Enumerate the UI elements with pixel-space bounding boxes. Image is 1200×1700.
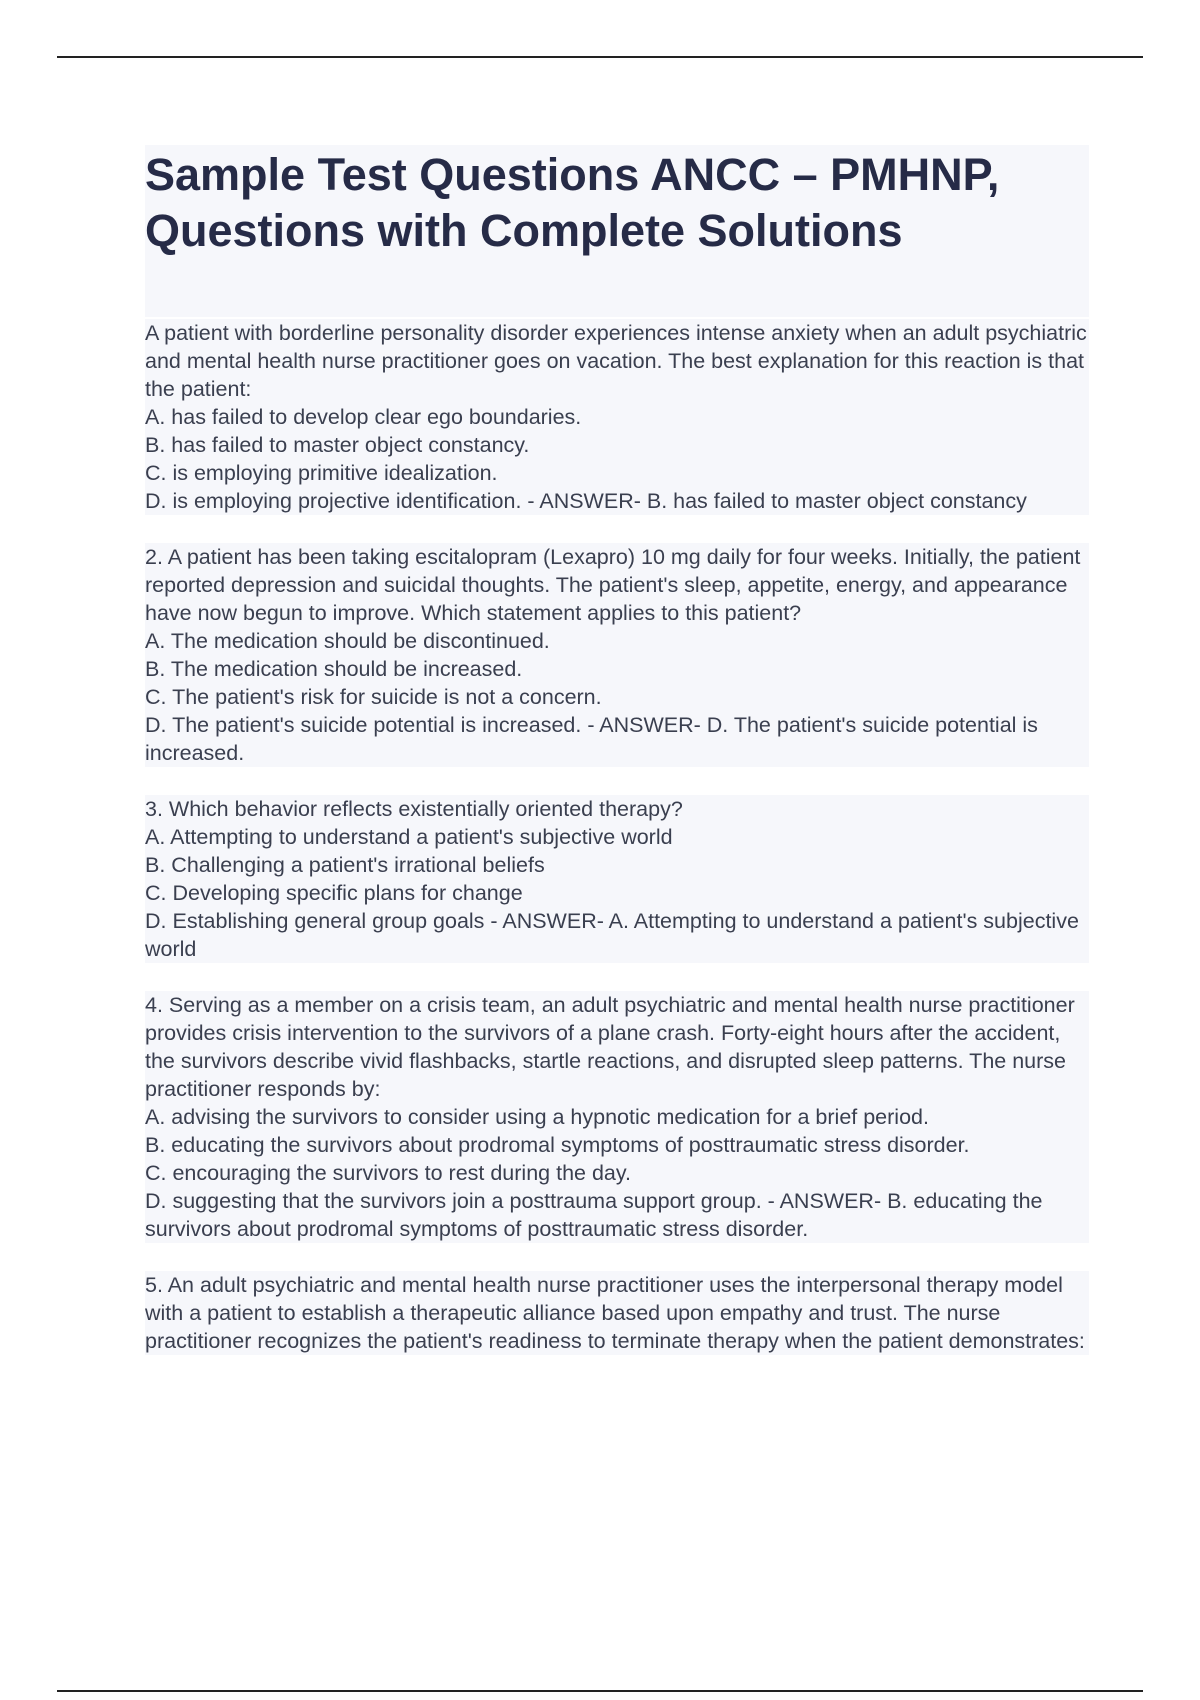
question-stem: 3. Which behavior reflects existentially oriented therapy? <box>145 795 1089 823</box>
document-body <box>145 145 1089 1383</box>
question-stem: 4. Serving as a member on a crisis team, an adult psychiatric and mental health nurse practitioner provides crisis intervention to the survivors of a plane crash. Forty-eight hours after the accident, the survivors describe vivid flashbacks, startle reactions, and disrupted sleep patterns. The nurse practitioner responds by: <box>145 991 1089 1103</box>
answer-option-b: B. Challenging a patient's irrational beliefs <box>145 851 1089 879</box>
answer-option-d: D. suggesting that the survivors join a posttrauma support group. - ANSWER- B. educating the survivors about prodromal symptoms of posttraumatic stress disorder. <box>145 1187 1089 1243</box>
title-block <box>145 145 1089 317</box>
answer-option-d: D. The patient's suicide potential is increased. - ANSWER- D. The patient's suicide potential is increased. <box>145 711 1089 767</box>
answer-option-a: A. has failed to develop clear ego boundaries. <box>145 403 1089 431</box>
question-stem: 2. A patient has been taking escitalopram (Lexapro) 10 mg daily for four weeks. Initially, the patient reported depression and suicidal thoughts. The patient's sleep, appetite, energy, and appearance have now begun to improve. Which statement applies to this patient? <box>145 543 1089 627</box>
bottom-rule <box>57 1690 1143 1692</box>
question-3 <box>145 795 1089 963</box>
question-4 <box>145 991 1089 1243</box>
answer-option-c: C. encouraging the survivors to rest during the day. <box>145 1159 1089 1187</box>
question-stem: A patient with borderline personality disorder experiences intense anxiety when an adult psychiatric and mental health nurse practitioner goes on vacation. The best explanation for this reaction is that the patient: <box>145 319 1089 403</box>
question-2 <box>145 543 1089 767</box>
top-rule <box>57 56 1143 58</box>
answer-option-a: A. advising the survivors to consider using a hypnotic medication for a brief period. <box>145 1103 1089 1131</box>
answer-option-b: B. educating the survivors about prodromal symptoms of posttraumatic stress disorder. <box>145 1131 1089 1159</box>
question-1 <box>145 319 1089 515</box>
answer-option-a: A. The medication should be discontinued. <box>145 627 1089 655</box>
answer-option-d: D. Establishing general group goals - ANSWER- A. Attempting to understand a patient's subjective world <box>145 907 1089 963</box>
question-5 <box>145 1271 1089 1355</box>
question-stem: 5. An adult psychiatric and mental health nurse practitioner uses the interpersonal therapy model with a patient to establish a therapeutic alliance based upon empathy and trust. The nurse practitioner recognizes the patient's readiness to terminate therapy when the patient demonstrates: <box>145 1271 1089 1355</box>
answer-option-c: C. The patient's risk for suicide is not a concern. <box>145 683 1089 711</box>
answer-option-b: B. The medication should be increased. <box>145 655 1089 683</box>
answer-option-b: B. has failed to master object constancy. <box>145 431 1089 459</box>
answer-option-a: A. Attempting to understand a patient's subjective world <box>145 823 1089 851</box>
answer-option-c: C. Developing specific plans for change <box>145 879 1089 907</box>
answer-option-c: C. is employing primitive idealization. <box>145 459 1089 487</box>
document-title: Sample Test Questions ANCC – PMHNP, Questions with Complete Solutions <box>145 149 1000 256</box>
answer-option-d: D. is employing projective identification. - ANSWER- B. has failed to master object constancy <box>145 487 1089 515</box>
